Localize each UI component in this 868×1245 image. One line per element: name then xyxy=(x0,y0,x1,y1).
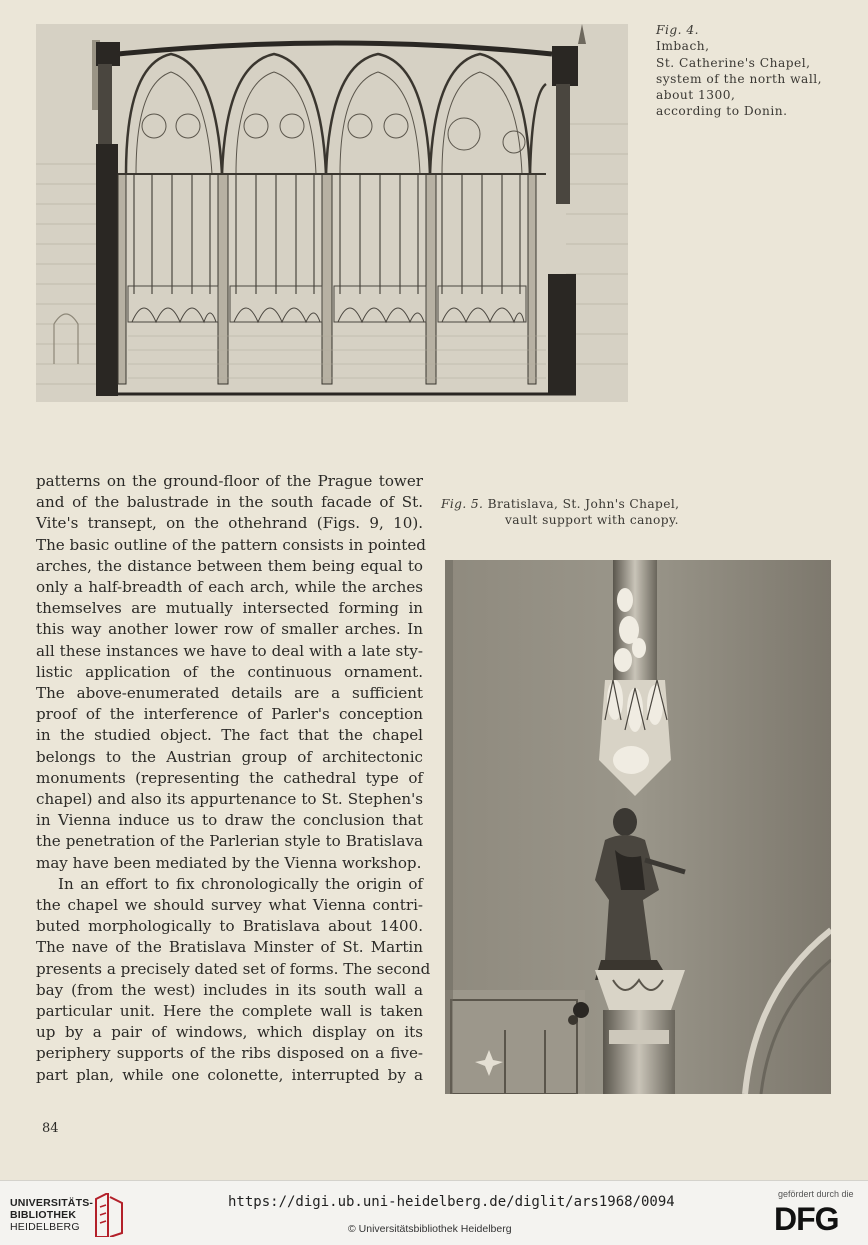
figure-4-caption-line: St. Catherine's Chapel, xyxy=(656,55,811,70)
figure-4-caption-line: about 1300, xyxy=(656,88,736,103)
text-line: The nave of the Bratislava Minster of St. Martin xyxy=(36,938,423,957)
footer-bar xyxy=(0,1180,868,1245)
library-name-line: HEIDELBERG xyxy=(10,1221,80,1233)
dfg-funding-label: gefördert durch die xyxy=(778,1189,854,1199)
text-line: all these instances we have to deal with a late sty- xyxy=(36,641,423,660)
text-line: only a half-breadth of each arch, while the arches xyxy=(36,578,423,597)
text-line: particular unit. Here the complete wall is taken xyxy=(36,1002,423,1021)
paragraph-1 xyxy=(36,471,426,874)
paragraph-2 xyxy=(36,874,431,1086)
text-line: and of the balustrade in the south facade of St. xyxy=(36,493,423,512)
text-line: buted morphologically to Bratislava about 1400. xyxy=(36,917,423,936)
library-name-line: BIBLIOTHEK xyxy=(10,1209,77,1221)
figure-5-label: Fig. 5. xyxy=(441,497,484,511)
figure-5-caption xyxy=(441,496,841,528)
text-line: belongs to the Austrian group of architectonic xyxy=(36,747,423,766)
figure-4-caption-line: according to Donin. xyxy=(656,104,788,119)
text-line: in Vienna induce us to draw the conclusion that xyxy=(36,811,423,830)
document-url-link[interactable]: https://digi.ub.uni-heidelberg.de/diglit/ars1968/0094 xyxy=(228,1194,675,1210)
text-line: periphery supports of the ribs disposed on a five- xyxy=(36,1044,423,1063)
library-emblem-icon xyxy=(92,1193,126,1237)
library-name xyxy=(10,1197,93,1233)
figure-5-caption-line: vault support with canopy. xyxy=(505,513,679,527)
text-line: listic application of the continuous ornament. xyxy=(36,662,423,681)
text-line: the penetration of the Parlerian style to Bratislava xyxy=(36,832,423,851)
figure-4-caption-line: system of the north wall, xyxy=(656,71,822,86)
body-text xyxy=(36,471,431,1086)
text-line: up by a pair of windows, which display on its xyxy=(36,1023,423,1042)
text-line: In an effort to fix chronologically the origin of xyxy=(58,874,423,893)
text-line: presents a precisely dated set of forms. The second xyxy=(36,959,431,978)
dfg-logo[interactable]: DFG xyxy=(774,1201,839,1237)
library-name-line: UNIVERSITÄTS- xyxy=(10,1197,94,1209)
figure-5-caption-line: Bratislava, St. John's Chapel, xyxy=(487,497,680,511)
figure-4-caption-line: Imbach, xyxy=(656,39,710,54)
text-line: chapel) and also its appurtenance to St. Stephen's xyxy=(36,790,423,809)
text-line: may have been mediated by the Vienna workshop. xyxy=(36,853,422,872)
copyright-notice: © Universitätsbibliothek Heidelberg xyxy=(348,1223,512,1235)
text-line: this way another lower row of smaller arches. In xyxy=(36,620,423,639)
figure-5-photo xyxy=(445,560,831,1094)
text-line: bay (from the west) includes in its south wall a xyxy=(36,980,423,999)
figure-4-caption xyxy=(656,22,861,120)
text-line: proof of the interference of Parler's conception xyxy=(36,705,423,724)
text-line: monuments (representing the cathedral type of xyxy=(36,768,423,787)
text-line: in the studied object. The fact that the chapel xyxy=(36,726,423,745)
text-line: part plan, while one colonette, interrupted by a xyxy=(36,1065,423,1084)
text-line: themselves are mutually intersected forming in xyxy=(36,599,423,618)
text-line: arches, the distance between them being equal to xyxy=(36,556,423,575)
figure-4-drawing xyxy=(36,24,628,402)
text-line: patterns on the ground-floor of the Prague tower xyxy=(36,472,423,490)
university-library-logo[interactable] xyxy=(10,1191,126,1237)
text-line: Vite's transept, on the othehrand (Figs. 9, 10). xyxy=(36,514,423,533)
page-number: 84 xyxy=(42,1121,59,1136)
text-line: The basic outline of the pattern consists in pointed xyxy=(36,535,426,554)
text-line: The above-enumerated details are a sufficient xyxy=(36,684,423,703)
text-line: the chapel we should survey what Vienna contri- xyxy=(36,896,423,915)
figure-4-label: Fig. 4. xyxy=(656,23,700,37)
